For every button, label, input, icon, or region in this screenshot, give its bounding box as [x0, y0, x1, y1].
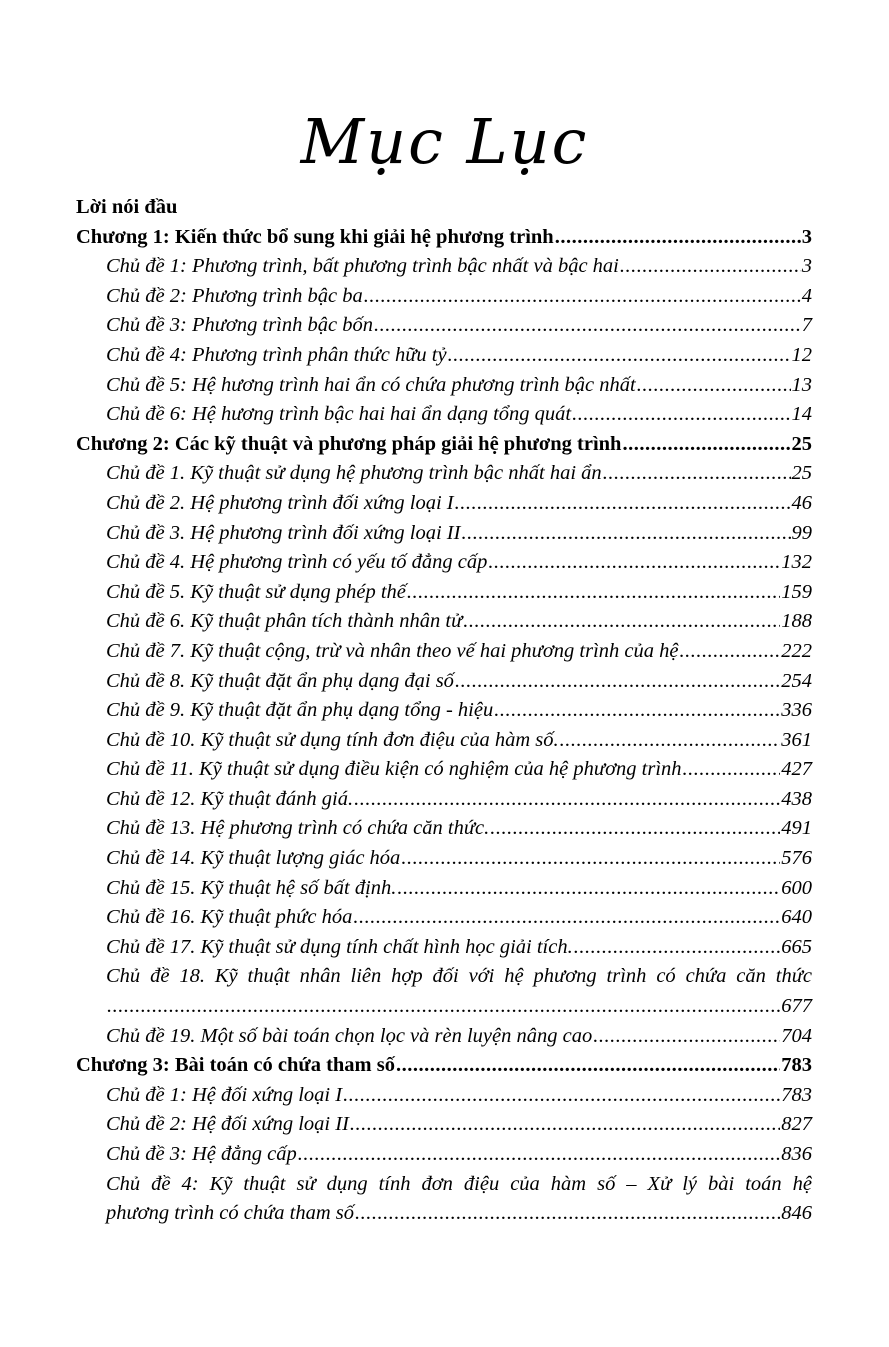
toc-topic[interactable] — [76, 962, 812, 1021]
dot-leader — [637, 371, 791, 401]
toc-entry-page: 4 — [801, 284, 812, 307]
toc-entry-continuation[interactable] — [76, 1199, 812, 1229]
dot-leader — [680, 637, 781, 667]
toc-entry-title: Chủ đề 19. Một số bài toán chọn lọc và rèn luyện nâng cao — [106, 1024, 593, 1047]
dot-leader — [488, 548, 780, 578]
toc-entry-page: 3 — [801, 225, 812, 248]
dot-leader — [461, 519, 790, 549]
toc-entry-page: 846 — [781, 1202, 812, 1225]
dot-leader — [401, 844, 780, 874]
dot-leader — [354, 785, 780, 815]
toc-topic[interactable] — [76, 903, 812, 933]
toc-topic[interactable] — [76, 1110, 812, 1140]
toc-preface[interactable] — [76, 193, 812, 223]
dot-leader — [353, 903, 780, 933]
dot-leader — [455, 667, 780, 697]
toc-entry-page: 3 — [801, 255, 812, 278]
toc-entry-page: 188 — [781, 610, 812, 633]
toc-entry-page: 640 — [781, 906, 812, 929]
toc-entry-page: 783 — [781, 1054, 812, 1077]
toc-topic[interactable] — [76, 1081, 812, 1111]
toc-entry-page: 836 — [781, 1143, 812, 1165]
toc-entry-title: Chủ đề 11. Kỹ thuật sử dụng điều kiện có nghiệm của hệ phương trình — [106, 758, 682, 781]
toc-entry-page: 25 — [791, 462, 812, 485]
toc-entry-page: 222 — [781, 639, 812, 662]
toc-entry-page: 7 — [801, 314, 812, 337]
toc-entry-title: Chương 1: Kiến thức bổ sung khi giải hệ phương trình — [76, 225, 554, 248]
dot-leader — [593, 1022, 780, 1052]
toc-entry-title: Chủ đề 4: Phương trình phân thức hữu tỷ — [106, 343, 447, 366]
toc-entry-page: 14 — [791, 403, 812, 426]
toc-entry-title: Chủ đề 1: Phương trình, bất phương trình bậc nhất và bậc hai — [106, 255, 619, 278]
toc-entry-title: Chủ đề 7. Kỹ thuật cộng, trừ và nhân theo vế hai phương trình của hệ — [106, 639, 679, 662]
toc-topic[interactable] — [76, 607, 812, 637]
dot-leader — [407, 578, 780, 608]
toc-entry-title: Chủ đề 10. Kỹ thuật sử dụng tính đơn điệu của hàm số. — [106, 728, 559, 751]
dot-leader — [448, 341, 791, 371]
toc-topic[interactable] — [76, 459, 812, 489]
dot-leader — [683, 755, 781, 785]
dot-leader — [494, 696, 780, 726]
toc-topic[interactable] — [76, 311, 812, 341]
dot-leader — [572, 400, 790, 430]
toc-entry-title: Chủ đề 3. Hệ phương trình đối xứng loại II — [106, 521, 461, 544]
toc-topic[interactable] — [76, 785, 812, 815]
dot-leader — [355, 1199, 780, 1229]
toc-entry-title: Chủ đề 18. Kỹ thuật nhân liên hợp đối với hệ phương trình có chứa căn thức — [106, 965, 812, 988]
dot-leader — [298, 1140, 781, 1170]
dot-leader — [620, 252, 801, 282]
toc-entry-title: Chủ đề 1. Kỹ thuật sử dụng hệ phương trình bậc nhất hai ẩn — [106, 462, 602, 485]
toc-entry-title: Chủ đề 13. Hệ phương trình có chứa căn thức. — [106, 817, 490, 840]
toc-entry-title: Chủ đề 5: Hệ hương trình hai ẩn có chứa phương trình bậc nhất — [106, 373, 636, 396]
toc-entry-page: 576 — [781, 847, 812, 870]
toc-topic[interactable] — [76, 726, 812, 756]
toc-topic[interactable] — [76, 814, 812, 844]
toc-entry-page: 438 — [781, 787, 812, 810]
toc-chapter[interactable] — [76, 1051, 812, 1081]
toc-entry-page: 427 — [781, 758, 812, 781]
toc-entry-title: Chủ đề 9. Kỹ thuật đặt ẩn phụ dạng tổng - hiệu — [106, 699, 494, 722]
toc-topic[interactable] — [76, 696, 812, 726]
toc-entry-title: Chủ đề 3: Phương trình bậc bốn — [106, 314, 373, 337]
dot-leader — [490, 814, 780, 844]
toc-topic[interactable] — [76, 667, 812, 697]
toc-entry-page: 132 — [781, 551, 812, 574]
toc-entry-page: 25 — [791, 432, 812, 455]
toc-topic[interactable] — [76, 1140, 812, 1170]
toc-entry-title: Chủ đề 2: Hệ đối xứng loại II — [106, 1113, 349, 1136]
dot-leader — [396, 1051, 780, 1081]
toc-topic[interactable] — [76, 1170, 812, 1229]
toc-entry-page: 665 — [781, 935, 812, 958]
toc-entry-title: Chương 2: Các kỹ thuật và phương pháp giải hệ phương trình — [76, 432, 622, 455]
toc-entry-page: 254 — [781, 669, 812, 692]
toc-entry-page: 600 — [781, 876, 812, 899]
toc-entry-page: 99 — [791, 521, 812, 544]
toc-entry-title: Chủ đề 17. Kỹ thuật sử dụng tính chất hình học giải tích. — [106, 935, 573, 958]
toc-topic[interactable] — [76, 252, 812, 282]
toc-chapter[interactable] — [76, 223, 812, 253]
dot-leader — [397, 874, 780, 904]
toc-entry-page: 13 — [791, 373, 812, 396]
toc-topic[interactable] — [76, 933, 812, 963]
toc-entry-title: Chủ đề 6: Hệ hương trình bậc hai hai ẩn dạng tổng quát — [106, 403, 572, 426]
dot-leader — [455, 489, 791, 519]
dot-leader — [350, 1110, 780, 1140]
dot-leader — [343, 1081, 780, 1111]
toc-topic[interactable] — [76, 341, 812, 371]
toc-entry-title: Chương 3: Bài toán có chứa tham số — [76, 1054, 395, 1077]
toc-entry-title: Chủ đề 16. Kỹ thuật phức hóa — [106, 906, 353, 929]
toc-topic[interactable] — [76, 519, 812, 549]
toc-topic[interactable] — [76, 637, 812, 667]
toc-topic[interactable] — [76, 755, 812, 785]
dot-leader — [603, 459, 791, 489]
dot-leader — [622, 430, 790, 460]
toc-topic[interactable] — [76, 282, 812, 312]
toc-entry-title: Chủ đề 14. Kỹ thuật lượng giác hóa — [106, 847, 401, 870]
toc-entry-page: 12 — [791, 343, 812, 366]
toc-entry-title: Chủ đề 4. Hệ phương trình có yếu tố đẳng cấp — [106, 551, 488, 574]
toc-entry-page: 491 — [781, 817, 812, 840]
toc-entry-title: Chủ đề 2. Hệ phương trình đối xứng loại I — [106, 491, 454, 514]
toc-entry-title: Chủ đề 6. Kỹ thuật phân tích thành nhân tử — [106, 610, 463, 633]
toc-entry-title: Chủ đề 15. Kỹ thuật hệ số bất định. — [106, 876, 397, 899]
dot-leader — [463, 607, 780, 637]
toc-chapter[interactable] — [76, 430, 812, 460]
toc-entry-page: 336 — [781, 699, 812, 722]
toc-entry-title: Chủ đề 1: Hệ đối xứng loại I — [106, 1083, 343, 1106]
toc-entry-title: Chủ đề 5. Kỹ thuật sử dụng phép thế — [106, 580, 406, 603]
toc-entry-title: phương trình có chứa tham số — [106, 1202, 354, 1225]
toc-entry-title: Chủ đề 12. Kỹ thuật đánh giá. — [106, 787, 354, 810]
toc-entry-title: Chủ đề 2: Phương trình bậc ba — [106, 284, 363, 307]
toc-entry-page: 159 — [781, 580, 812, 603]
toc-topic[interactable] — [76, 548, 812, 578]
dot-leader — [555, 223, 801, 253]
dot-leader — [364, 282, 801, 312]
toc-preface-label: Lời nói đầu — [76, 196, 178, 218]
toc-entry-title: Chủ đề 8. Kỹ thuật đặt ẩn phụ dạng đại số — [106, 669, 454, 692]
toc-entry-page: 361 — [781, 728, 812, 751]
toc-topic[interactable] — [76, 874, 812, 904]
toc-entry-continuation[interactable] — [76, 992, 812, 1022]
table-of-contents — [76, 193, 812, 1229]
toc-topic[interactable] — [76, 489, 812, 519]
toc-entry-page: 704 — [781, 1024, 812, 1047]
toc-entry-page: 827 — [781, 1113, 812, 1136]
dot-leader — [374, 311, 801, 341]
toc-topic[interactable] — [76, 844, 812, 874]
toc-entry-page: 46 — [791, 491, 812, 514]
toc-entry-title: Chủ đề 4: Kỹ thuật sử dụng tính đơn điệu của hàm số – Xử lý bài toán hệ — [106, 1172, 812, 1195]
toc-topic[interactable] — [76, 400, 812, 430]
toc-topic[interactable] — [76, 371, 812, 401]
toc-topic[interactable] — [76, 1022, 812, 1052]
dot-leader — [574, 933, 781, 963]
toc-entry-page: 677 — [781, 995, 812, 1018]
dot-leader — [107, 992, 780, 1022]
dot-leader — [560, 726, 781, 756]
page-title: Mục Lục — [300, 105, 589, 178]
toc-entry-title: Chủ đề 3: Hệ đẳng cấp — [106, 1143, 297, 1165]
toc-entry-page: 783 — [781, 1083, 812, 1106]
toc-topic[interactable] — [76, 578, 812, 608]
